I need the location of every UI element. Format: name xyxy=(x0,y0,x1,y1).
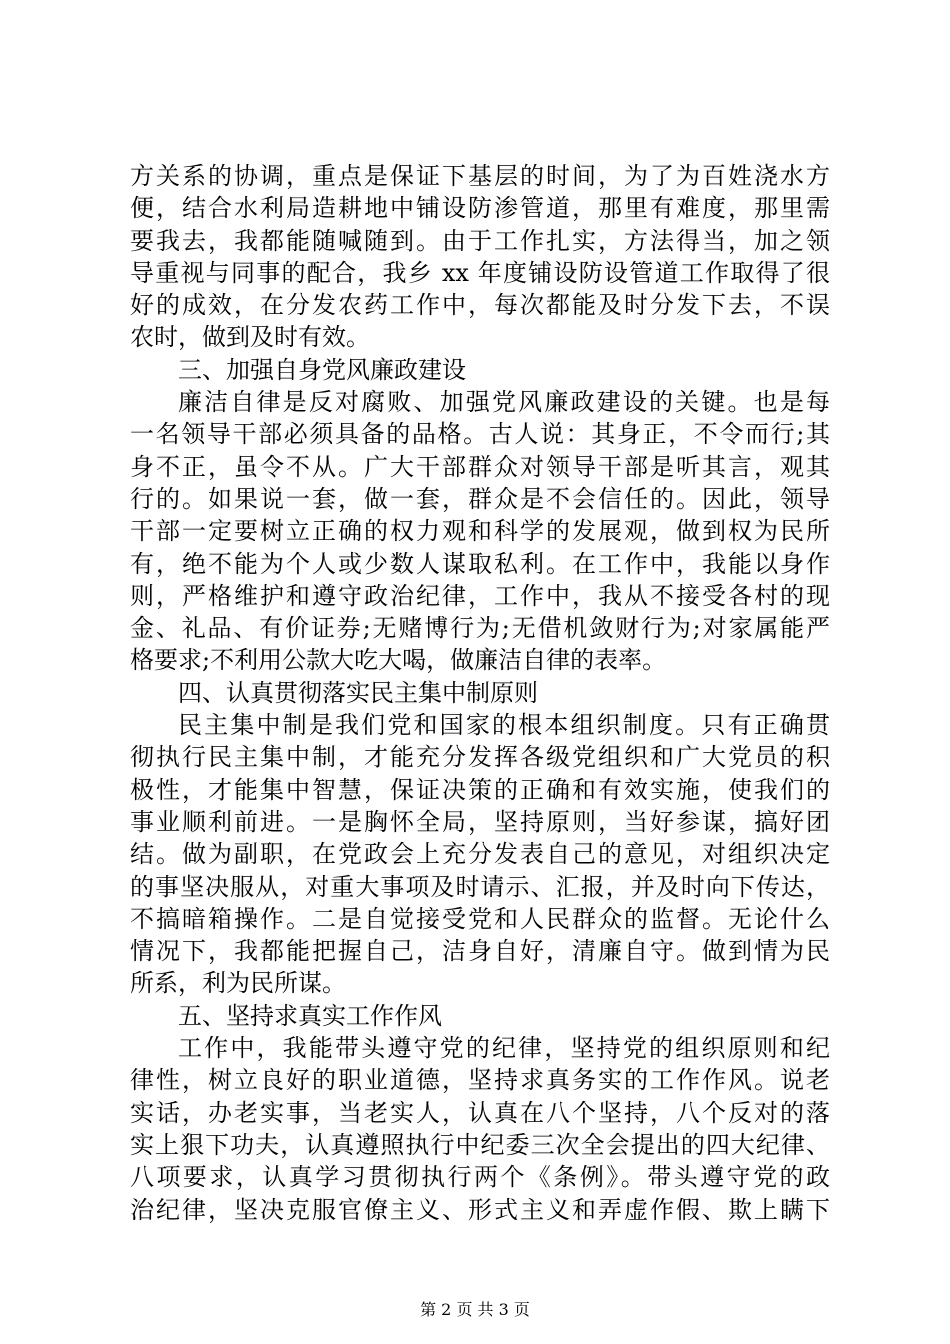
body-line: 八项要求，认真学习贯彻执行两个《条例》。带头遵守党的政 xyxy=(130,1163,830,1192)
body-line: 极性，才能集中智慧，保证决策的正确和有效实施，使我们的 xyxy=(130,775,830,804)
body-line: 廉洁自律是反对腐败、加强党风廉政建设的关键。也是每 xyxy=(178,388,830,417)
body-line: 情况下，我都能把握自己，洁身自好，清廉自守。做到情为民 xyxy=(130,937,830,966)
body-line: 结。做为副职，在党政会上充分发表自己的意见，对组织决定 xyxy=(130,840,830,869)
body-line: 所系，利为民所谋。 xyxy=(130,969,346,998)
body-line: 不搞暗箱操作。二是自觉接受党和人民群众的监督。无论什么 xyxy=(130,904,830,933)
body-line: 好的成效，在分发农药工作中，每次都能及时分发下去，不误 xyxy=(130,291,830,320)
body-line: 实上狠下功夫，认真遵照执行中纪委三次全会提出的四大纪律、 xyxy=(130,1130,830,1159)
body-line: 实话，办老实事，当老实人，认真在八个坚持，八个反对的落 xyxy=(130,1098,830,1127)
body-line: 工作中，我能带头遵守党的纪律，坚持党的组织原则和纪 xyxy=(178,1034,830,1063)
body-line: 的事坚决服从，对重大事项及时请示、汇报，并及时向下传达， xyxy=(130,872,830,901)
body-line: 则，严格维护和遵守政治纪律，工作中，我从不接受各村的现 xyxy=(130,581,830,610)
body-line: 干部一定要树立正确的权力观和科学的发展观，做到权为民所 xyxy=(130,517,830,546)
body-line: 金、礼品、有价证券;无赌博行为;无借机敛财行为;对家属能严 xyxy=(130,614,830,643)
body-line: 导重视与同事的配合，我乡 xx 年度铺设防设管道工作取得了很 xyxy=(130,258,830,287)
body-line: 农时，做到及时有效。 xyxy=(130,323,370,352)
section-heading: 四、认真贯彻落实民主集中制原则 xyxy=(178,678,538,707)
body-line: 治纪律，坚决克服官僚主义、形式主义和弄虚作假、欺上瞒下 xyxy=(130,1195,830,1224)
body-line: 要我去，我都能随喊随到。由于工作扎实，方法得当，加之领 xyxy=(130,226,830,255)
body-line: 律性，树立良好的职业道德，坚持求真务实的工作作风。说老 xyxy=(130,1066,830,1095)
page-number-footer: 第 2 页 共 3 页 xyxy=(420,1300,530,1319)
section-heading: 五、坚持求真实工作作风 xyxy=(178,1001,442,1030)
body-line: 有，绝不能为个人或少数人谋取私利。在工作中，我能以身作 xyxy=(130,549,830,578)
body-line: 身不正，虽令不从。广大干部群众对领导干部是听其言，观其 xyxy=(130,452,830,481)
body-line: 行的。如果说一套，做一套，群众是不会信任的。因此，领导 xyxy=(130,484,830,513)
body-line: 格要求;不利用公款大吃大喝，做廉洁自律的表率。 xyxy=(130,646,667,675)
body-line: 方关系的协调，重点是保证下基层的时间，为了为百姓浇水方 xyxy=(130,162,830,190)
body-line: 事业顺利前进。一是胸怀全局，坚持原则，当好参谋，搞好团 xyxy=(130,807,830,836)
document-body xyxy=(130,160,830,1226)
body-line: 一名领导干部必须具备的品格。古人说：其身正，不令而行;其 xyxy=(130,420,830,449)
body-line: 彻执行民主集中制，才能充分发挥各级党组织和广大党员的积 xyxy=(130,743,830,772)
section-heading: 三、加强自身党风廉政建设 xyxy=(178,355,466,384)
body-line: 民主集中制是我们党和国家的根本组织制度。只有正确贯 xyxy=(178,711,830,740)
body-line: 便，结合水利局造耕地中铺设防渗管道，那里有难度，那里需 xyxy=(130,194,830,223)
